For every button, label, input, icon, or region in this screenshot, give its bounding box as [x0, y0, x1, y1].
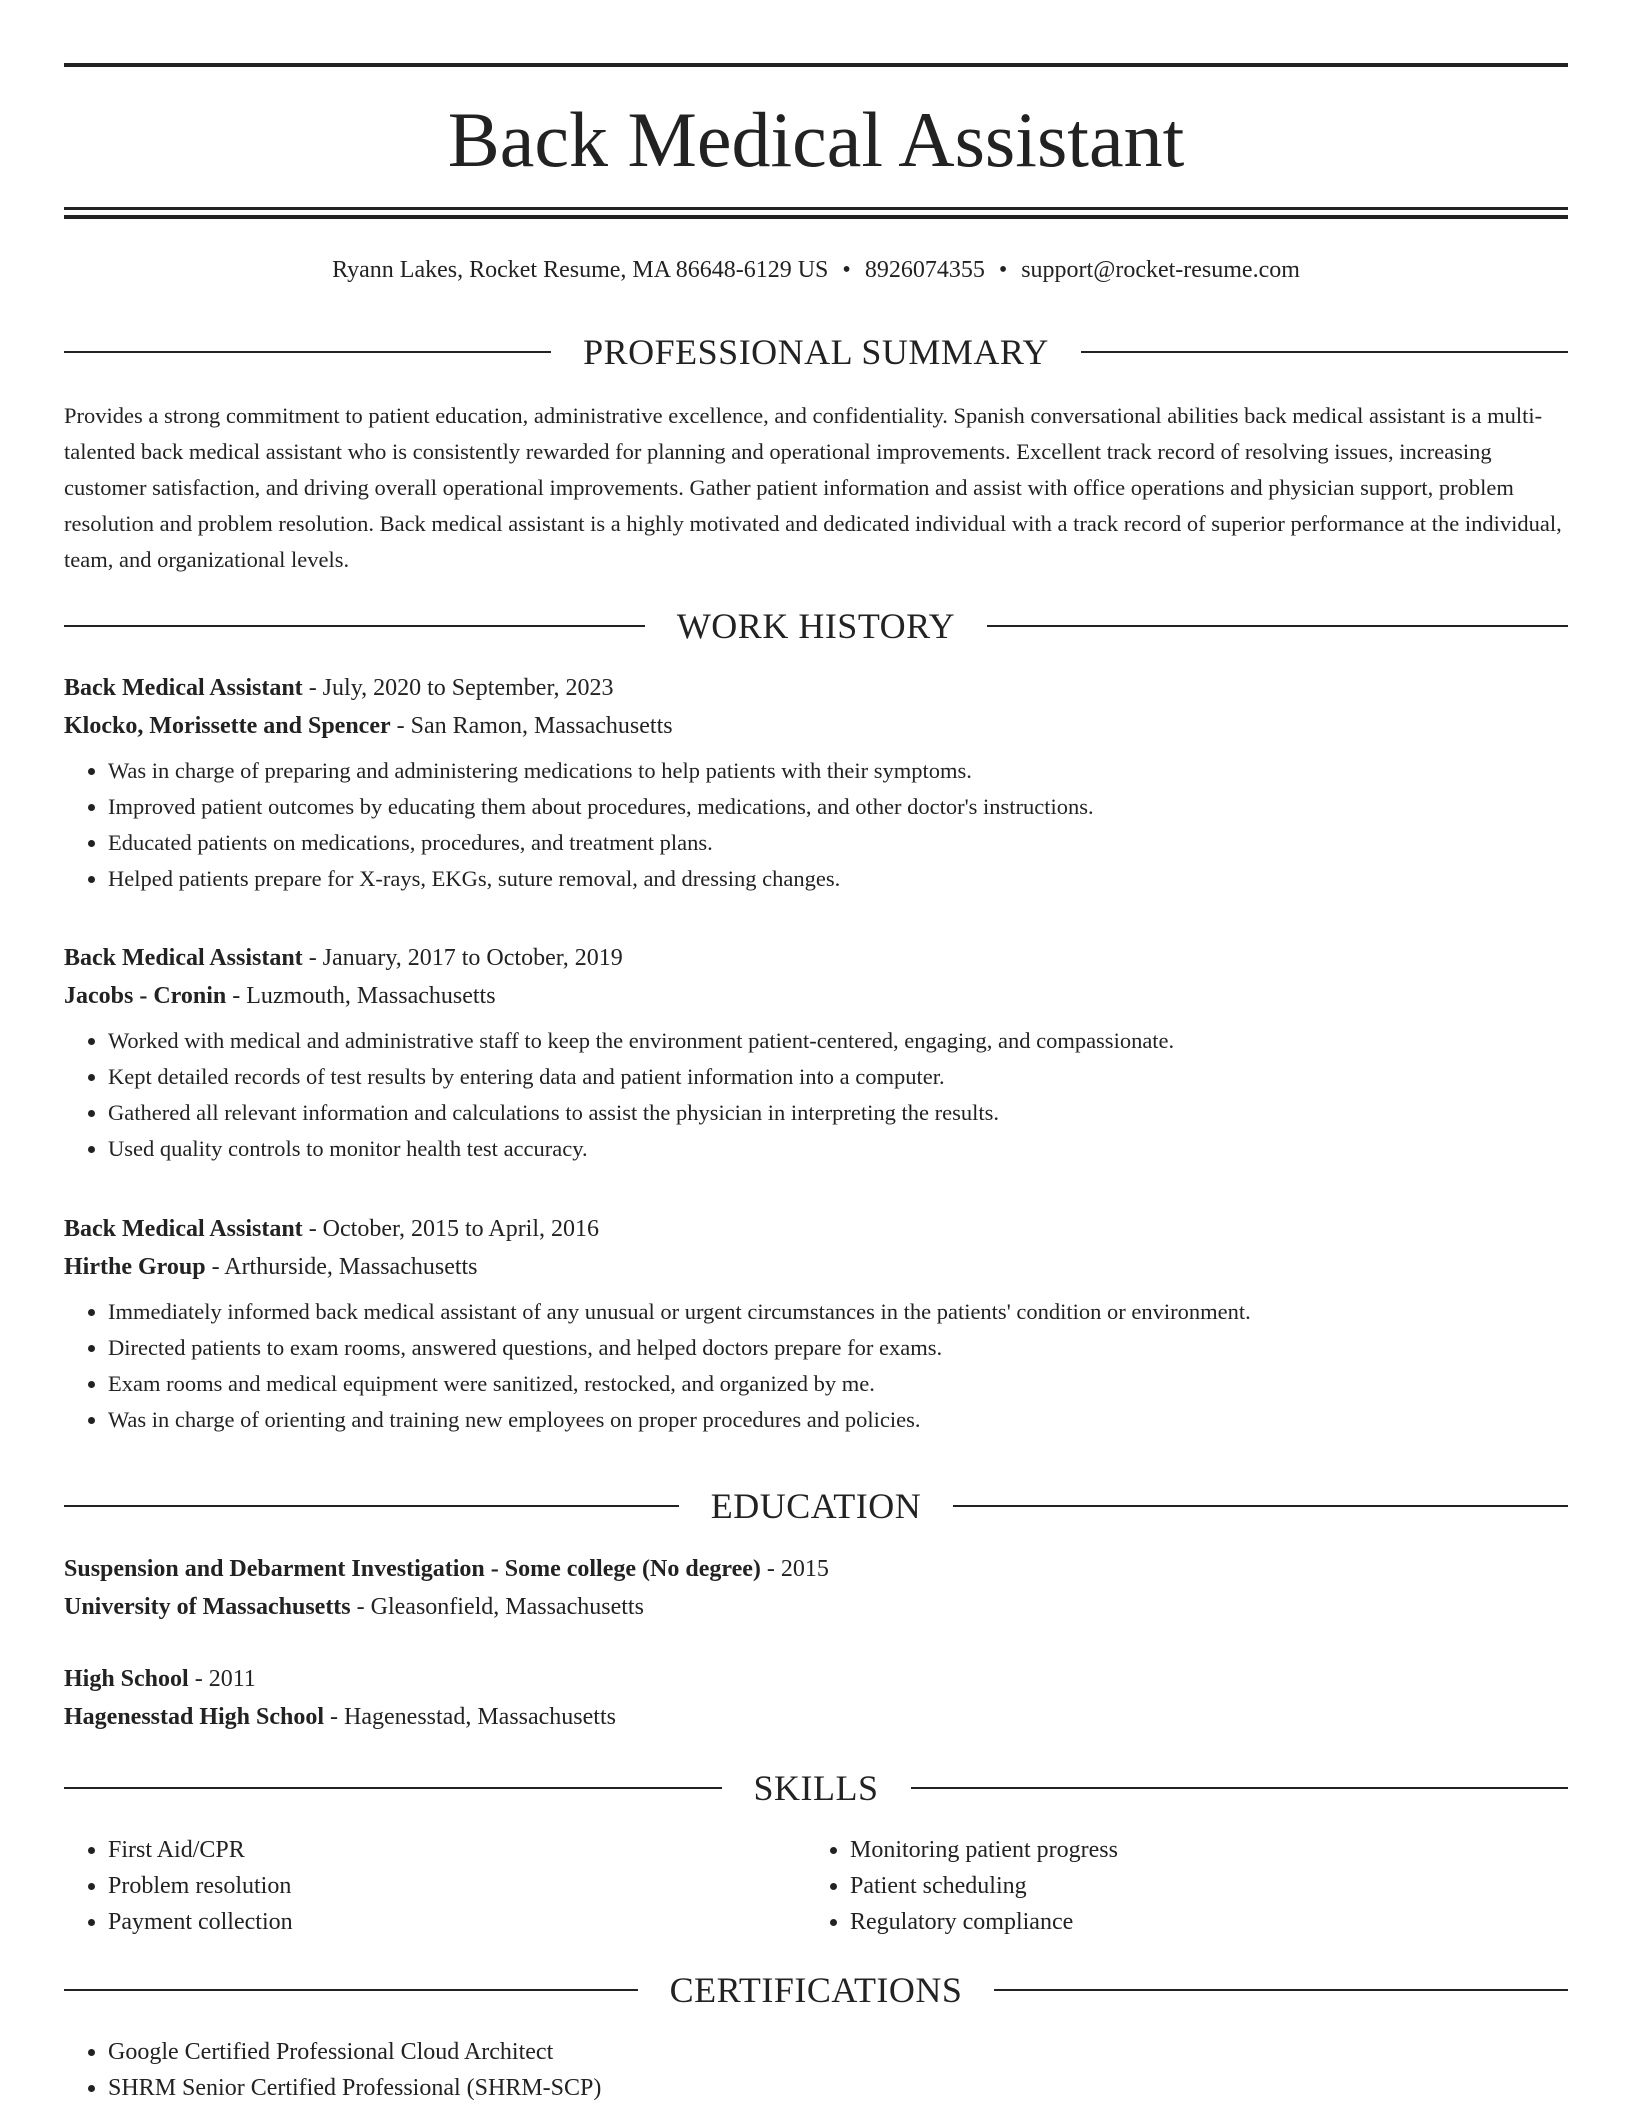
skill-item: • First Aid/CPR	[108, 1832, 806, 1868]
education-degree: High School	[64, 1666, 189, 1692]
education-school-line	[64, 1588, 1568, 1626]
heading-rule-right	[994, 1989, 1568, 1991]
education-location: - Gleasonfield, Massachusetts	[350, 1594, 644, 1620]
header-top-rule	[64, 63, 1568, 67]
skill-item: • Patient scheduling	[850, 1868, 1548, 1904]
job-duty: • Worked with medical and administrative staff to keep the environment patient-centered, engaging, and compassionate.	[108, 1023, 1568, 1059]
education-school: Hagenesstad High School	[64, 1704, 325, 1730]
job-duty: • Was in charge of orienting and training new employees on proper procedures and policies.	[108, 1402, 1568, 1438]
skills-section-heading	[64, 1764, 1568, 1812]
education-degree: Suspension and Debarment Investigation - Some college (No degree)	[64, 1556, 761, 1582]
contact-line	[64, 252, 1568, 288]
resume-title: Back Medical Assistant	[447, 96, 1185, 183]
education-year: - 2015	[760, 1556, 829, 1582]
education-degree-line	[64, 1660, 1568, 1698]
job-company: Hirthe Group	[64, 1254, 206, 1280]
job-dates: - October, 2015 to April, 2016	[302, 1216, 600, 1242]
job-company-line	[64, 977, 1568, 1015]
skills-list-left	[64, 1832, 806, 1940]
heading-rule-left	[64, 351, 551, 353]
job-duties-list	[64, 1023, 1568, 1167]
job-location: - Luzmouth, Massachusetts	[226, 983, 496, 1009]
job-company-line	[64, 1248, 1568, 1286]
skills-columns	[64, 1832, 1568, 1940]
contact-phone: 8926074355	[864, 257, 985, 283]
header-bottom-rule-second	[64, 215, 1568, 219]
contact-address: Ryann Lakes, Rocket Resume, MA 86648-6129 US	[332, 257, 829, 283]
job-title-line	[64, 939, 1568, 977]
heading-rule-right	[953, 1505, 1568, 1507]
heading-rule-right	[911, 1787, 1569, 1789]
job-company: Klocko, Morissette and Spencer	[64, 713, 391, 739]
certifications-heading: CERTIFICATIONS	[669, 1970, 963, 2010]
job-dates: - July, 2020 to September, 2023	[302, 675, 614, 701]
skill-item: • Monitoring patient progress	[850, 1832, 1548, 1868]
job-location: - Arthurside, Massachusetts	[205, 1254, 478, 1280]
job-duty: • Gathered all relevant information and calculations to assist the physician in interpreting the results.	[108, 1095, 1568, 1131]
heading-rule-right	[987, 625, 1568, 627]
job-entry	[64, 939, 1568, 1167]
job-duty: • Educated patients on medications, procedures, and treatment plans.	[108, 825, 1568, 861]
job-title: Back Medical Assistant	[64, 1216, 303, 1242]
skill-item: • Regulatory compliance	[850, 1904, 1548, 1940]
job-dates: - January, 2017 to October, 2019	[302, 945, 623, 971]
heading-rule-right	[1081, 351, 1568, 353]
skills-list-right	[806, 1832, 1548, 1940]
certification-item: • SHRM Senior Certified Professional (SHRM-SCP)	[108, 2070, 1568, 2106]
certifications-list	[64, 2034, 1568, 2106]
job-title: Back Medical Assistant	[64, 675, 303, 701]
education-degree-line	[64, 1550, 1568, 1588]
skill-item: • Payment collection	[108, 1904, 806, 1940]
heading-rule-left	[64, 1505, 679, 1507]
education-entry	[64, 1660, 1568, 1736]
job-duty: • Directed patients to exam rooms, answered questions, and helped doctors prepare for exams.	[108, 1330, 1568, 1366]
summary-section-heading	[64, 328, 1568, 376]
work-section-heading	[64, 602, 1568, 650]
heading-rule-left	[64, 1787, 722, 1789]
job-entry	[64, 1210, 1568, 1438]
job-duty: • Improved patient outcomes by educating them about procedures, medications, and other doctor's instructions.	[108, 789, 1568, 825]
education-location: - Hagenesstad, Massachusetts	[324, 1704, 616, 1730]
skills-heading: SKILLS	[753, 1768, 879, 1808]
job-location: - San Ramon, Massachusetts	[390, 713, 673, 739]
skill-item: • Problem resolution	[108, 1868, 806, 1904]
job-duties-list	[64, 1294, 1568, 1438]
heading-rule-left	[64, 625, 645, 627]
summary-heading: PROFESSIONAL SUMMARY	[583, 332, 1049, 372]
job-duties-list	[64, 753, 1568, 897]
education-heading: EDUCATION	[710, 1486, 922, 1526]
job-duty: • Used quality controls to monitor health test accuracy.	[108, 1131, 1568, 1167]
education-year: - 2011	[188, 1666, 256, 1692]
summary-text: Provides a strong commitment to patient education, administrative excellence, and confidentiality. Spanish conversational abilities back medical assistant is a multi-talented back medical assistant who is consistently rewarded for planning and operational improvements. Excellent track record of resolving issues, increasing customer satisfaction, and driving overall operational improvements. Gather patient information and assist with office operations and physician support, problem resolution and problem resolution. Back medical assistant is a highly motivated and dedicated individual with a track record of superior performance at the individual, team, and organizational levels.	[64, 403, 1562, 572]
contact-email: support@rocket-resume.com	[1021, 257, 1300, 283]
contact-separator: •	[842, 257, 851, 283]
job-duty: • Was in charge of preparing and administering medications to help patients with their symptoms.	[108, 753, 1568, 789]
work-heading: WORK HISTORY	[676, 606, 956, 646]
job-title: Back Medical Assistant	[64, 945, 303, 971]
education-section-heading	[64, 1482, 1568, 1530]
contact-separator: •	[998, 257, 1008, 283]
certifications-block	[64, 2034, 1568, 2106]
education-school: University of Massachusetts	[64, 1594, 351, 1620]
job-duty: • Helped patients prepare for X-rays, EKGs, suture removal, and dressing changes.	[108, 861, 1568, 897]
job-duty: • Immediately informed back medical assistant of any unusual or urgent circumstances in the patients' condition or environment.	[108, 1294, 1568, 1330]
certification-item: • Google Certified Professional Cloud Architect	[108, 2034, 1568, 2070]
education-entry	[64, 1550, 1568, 1626]
job-company-line	[64, 707, 1568, 745]
job-title-line	[64, 669, 1568, 707]
job-entry	[64, 669, 1568, 897]
heading-rule-left	[64, 1989, 638, 1991]
job-duty: • Kept detailed records of test results by entering data and patient information into a computer.	[108, 1059, 1568, 1095]
job-title-line	[64, 1210, 1568, 1248]
certifications-section-heading	[64, 1966, 1568, 2014]
education-school-line	[64, 1698, 1568, 1736]
header-bottom-rule	[64, 207, 1568, 210]
job-duty: • Exam rooms and medical equipment were sanitized, restocked, and organized by me.	[108, 1366, 1568, 1402]
job-company: Jacobs - Cronin	[64, 983, 227, 1009]
